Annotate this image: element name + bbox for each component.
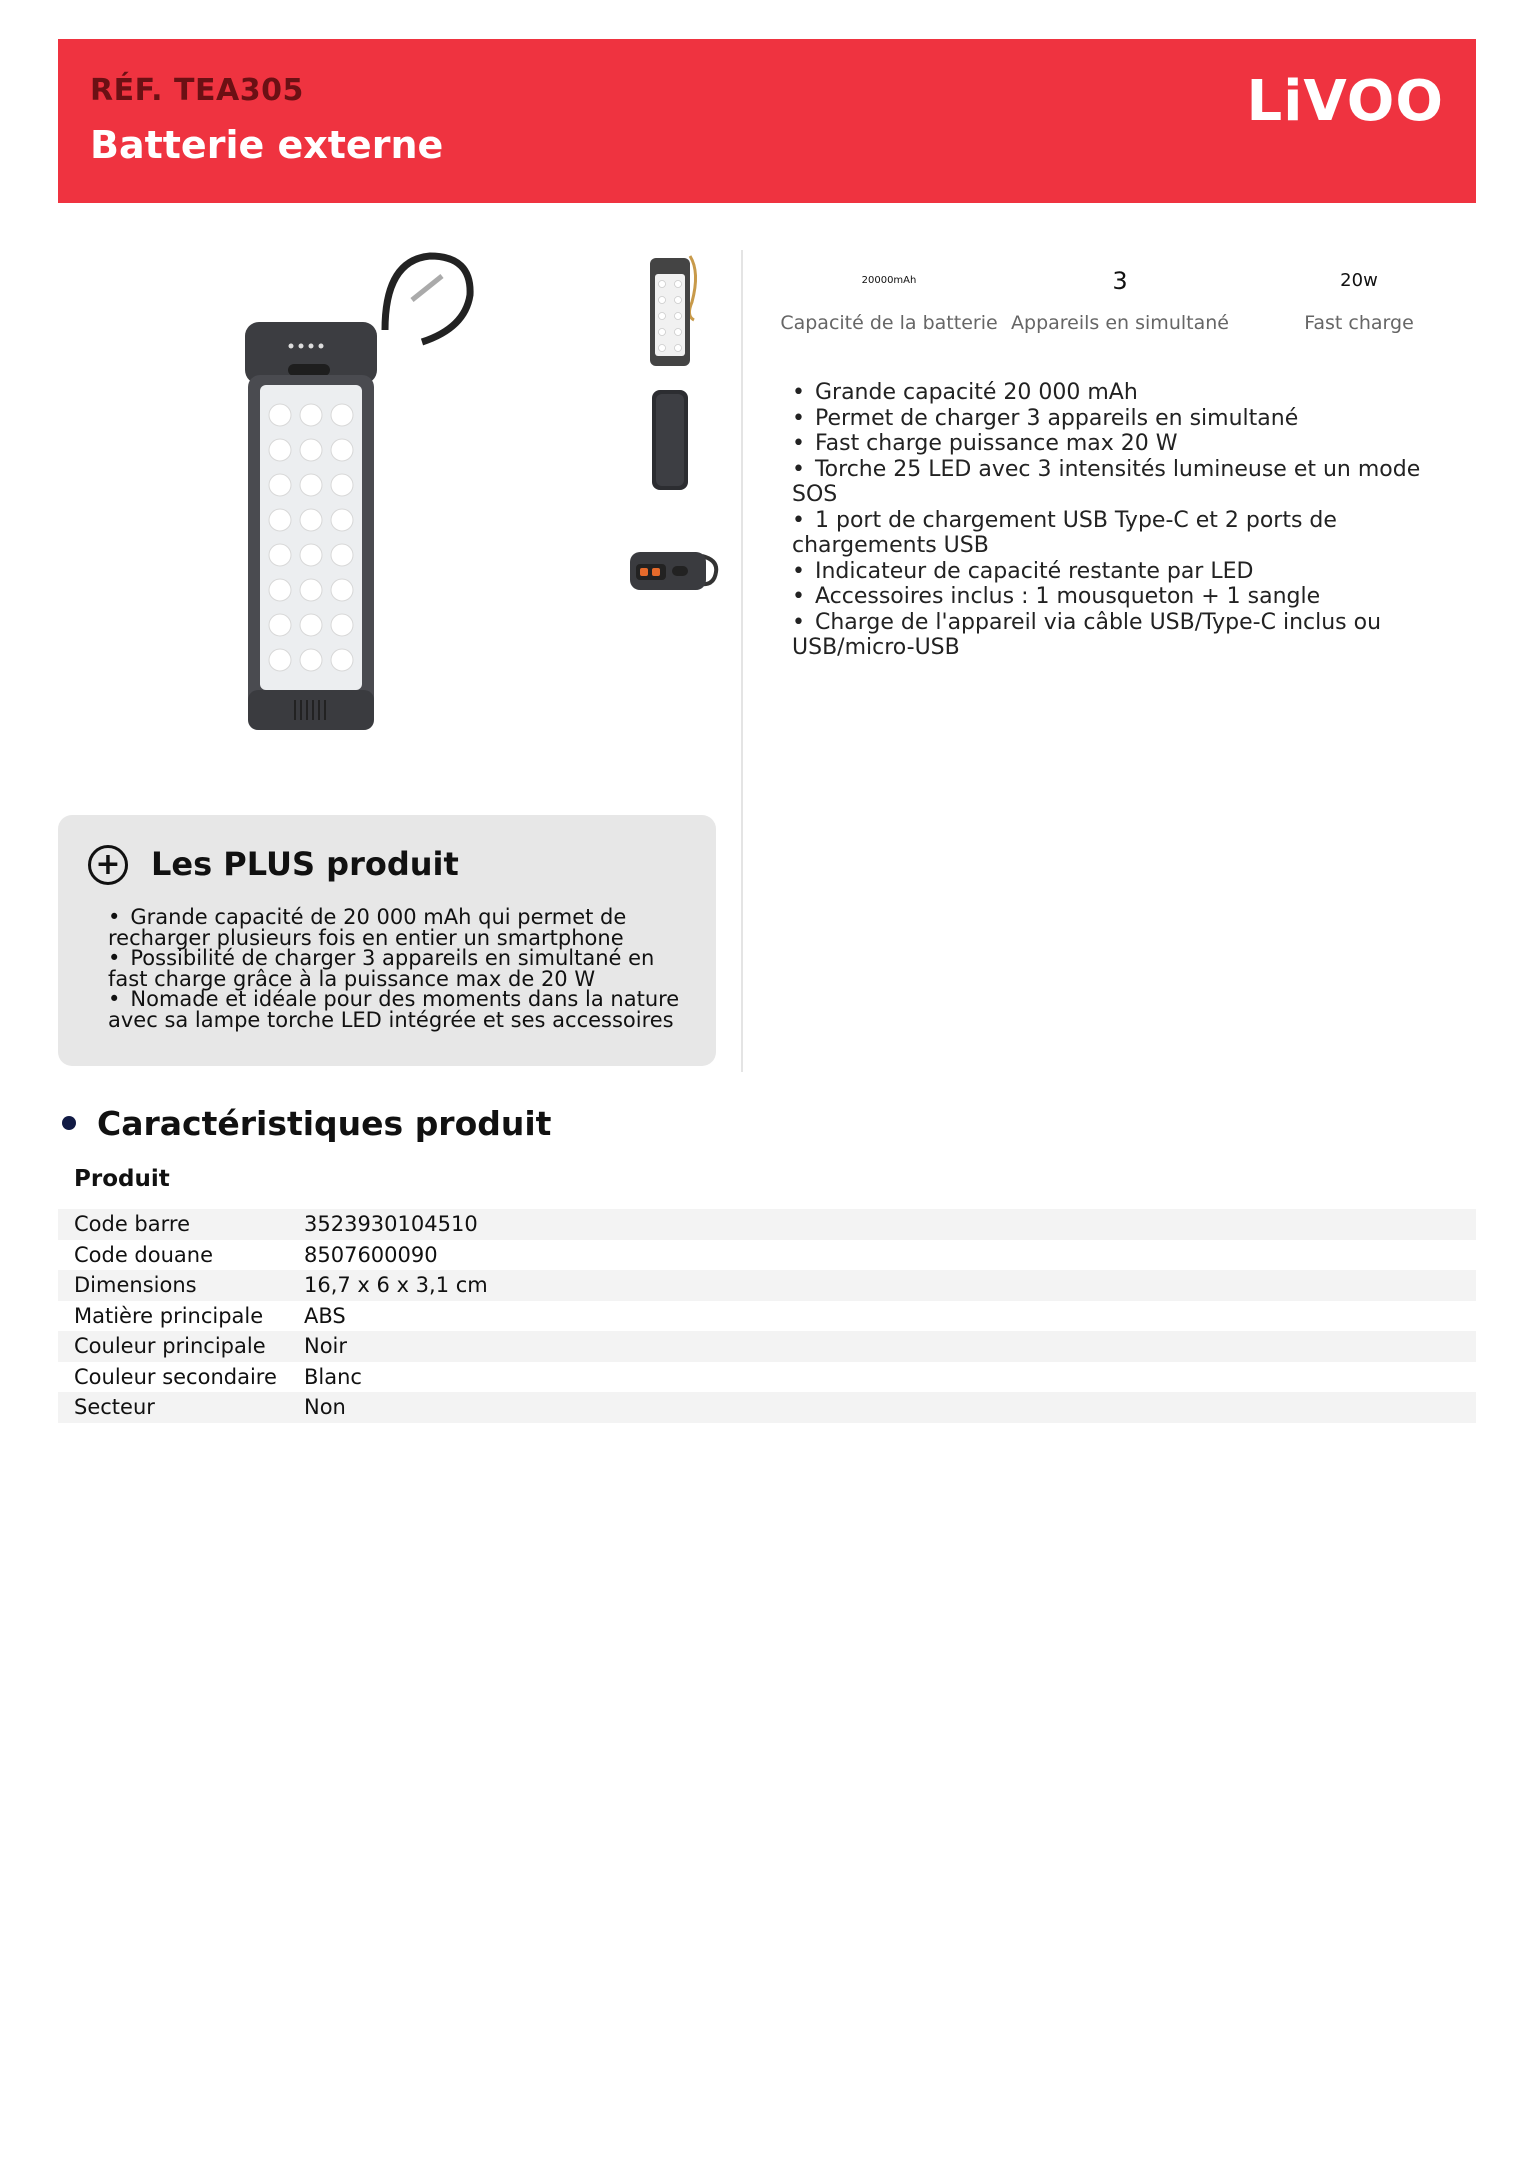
feature-item: • Permet de charger 3 appareils en simultané bbox=[792, 406, 1452, 432]
spec-key: Secteur bbox=[74, 1395, 155, 1420]
feature-item: • Grande capacité 20 000 mAh bbox=[792, 380, 1452, 406]
spec-value: Blanc bbox=[304, 1364, 362, 1389]
spec-value: 3523930104510 bbox=[304, 1212, 478, 1237]
table-row bbox=[58, 1301, 1476, 1332]
spec-value: 16,7 x 6 x 3,1 cm bbox=[304, 1273, 488, 1298]
plus-circle-icon: + bbox=[88, 845, 128, 885]
feature-item: • Charge de l'appareil via câble USB/Type-C inclus ou USB/micro-USB bbox=[792, 610, 1452, 661]
spec-key: Code barre bbox=[74, 1212, 190, 1237]
table-row bbox=[58, 1362, 1476, 1393]
column-divider bbox=[741, 250, 743, 1072]
product-thumbnail-back[interactable] bbox=[620, 380, 720, 500]
stat-value: 20w bbox=[1340, 270, 1378, 291]
spec-value: ABS bbox=[304, 1303, 346, 1328]
stat-value: 20000mAh bbox=[861, 275, 917, 286]
plus-list bbox=[108, 907, 688, 1030]
table-row bbox=[58, 1240, 1476, 1271]
stat-battery-capacity bbox=[774, 258, 1004, 334]
spec-key: Code douane bbox=[74, 1242, 214, 1267]
spec-key: Couleur principale bbox=[74, 1334, 266, 1359]
feature-item: • Accessoires inclus : 1 mousqueton + 1 sangle bbox=[792, 584, 1452, 610]
spec-table bbox=[58, 1209, 1476, 1423]
feature-item: • 1 port de chargement USB Type-C et 2 ports de chargements USB bbox=[792, 508, 1452, 559]
table-row bbox=[58, 1209, 1476, 1240]
spec-key: Couleur secondaire bbox=[74, 1364, 277, 1389]
table-row bbox=[58, 1270, 1476, 1301]
brand-logo: LiVOO bbox=[1246, 69, 1444, 134]
product-reference: RÉF. TEA305 bbox=[90, 73, 304, 108]
table-row bbox=[58, 1392, 1476, 1423]
spec-key: Matière principale bbox=[74, 1303, 264, 1328]
spec-value: Non bbox=[304, 1395, 346, 1420]
stat-simultaneous-devices bbox=[1005, 258, 1235, 334]
plus-panel-title: Les PLUS produit bbox=[151, 845, 459, 883]
plus-item: • Nomade et idéale pour des moments dans la nature avec sa lampe torche LED intégrée et ses accessoires bbox=[108, 989, 688, 1030]
feature-item: • Fast charge puissance max 20 W bbox=[792, 431, 1452, 457]
feature-item: • Torche 25 LED avec 3 intensités lumineuse et un mode SOS bbox=[792, 457, 1452, 508]
product-thumbnail-front[interactable] bbox=[620, 252, 720, 372]
plus-item: • Possibilité de charger 3 appareils en simultané en fast charge grâce à la puissance max de 20 W bbox=[108, 948, 688, 989]
product-title: Batterie externe bbox=[90, 123, 444, 167]
spec-key: Dimensions bbox=[74, 1273, 197, 1298]
plus-item: • Grande capacité de 20 000 mAh qui permet de recharger plusieurs fois en entier un smartphone bbox=[108, 907, 688, 948]
stat-fast-charge bbox=[1244, 258, 1474, 334]
feature-list bbox=[792, 380, 1452, 661]
stat-label: Appareils en simultané bbox=[1011, 312, 1229, 334]
plus-product-panel bbox=[58, 815, 716, 1066]
product-thumbnail-ports[interactable] bbox=[620, 510, 720, 630]
header-banner bbox=[58, 39, 1476, 203]
spec-value: 8507600090 bbox=[304, 1242, 438, 1267]
product-main-image bbox=[180, 250, 500, 760]
spec-value: Noir bbox=[304, 1334, 348, 1359]
stat-label: Fast charge bbox=[1304, 312, 1414, 334]
characteristics-title: Caractéristiques produit bbox=[97, 1104, 552, 1143]
table-row bbox=[58, 1331, 1476, 1362]
characteristics-section-label: Produit bbox=[74, 1166, 170, 1192]
section-bullet-icon bbox=[62, 1116, 76, 1130]
stat-value: 3 bbox=[1112, 267, 1128, 295]
feature-item: • Indicateur de capacité restante par LED bbox=[792, 559, 1452, 585]
stat-label: Capacité de la batterie bbox=[780, 312, 998, 334]
